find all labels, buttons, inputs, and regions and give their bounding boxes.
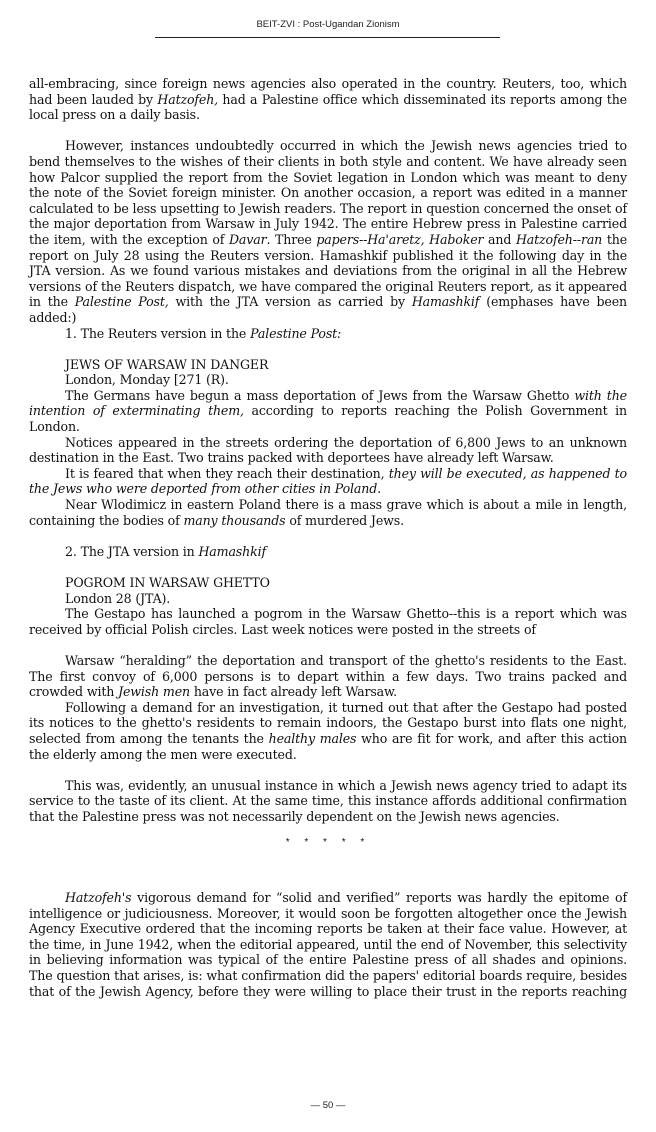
spacer (29, 637, 627, 653)
section-separator: * * * * * (285, 836, 371, 848)
text: and (483, 231, 516, 247)
header-rule (155, 37, 500, 38)
reuters-paragraph (29, 466, 627, 497)
text: The Germans have begun a mass deportation of Jews from the Warsaw Ghetto (65, 387, 575, 403)
text: . (377, 481, 382, 497)
italic-text: Hamashkif (411, 294, 480, 310)
text: Near Wlodimicz in eastern Poland there is a mass grave which is about a mile in length, containing the bodies of (29, 497, 627, 528)
jta-paragraph (29, 700, 627, 762)
jta-dateline: London 28 (JTA). (65, 590, 171, 606)
running-header: BEIT-ZVI : Post-Ugandan Zionism (256, 19, 400, 30)
text: Following a demand for an investigation, it turned out that after the Gestapo had posted its notices to the ghetto's residents to remain indoors, the Gestapo burst into flats one night, selected from among the tenants the (29, 699, 627, 746)
jta-headline: POGROM IN WARSAW GHETTO (65, 575, 270, 590)
italic-text: with the intention of exterminating them, (29, 387, 627, 419)
text: of murdered Jews. (285, 512, 404, 528)
italic-text: Palestine Post: (250, 325, 342, 341)
list-item-1 (29, 326, 627, 342)
text: have in fact already left Warsaw. (189, 684, 398, 700)
text: (emphases have been added:) (29, 294, 627, 325)
italic-text: papers--Ha'aretz, Haboker (316, 231, 484, 247)
italic-text: Palestine Post, (74, 294, 169, 310)
reuters-paragraph (29, 497, 627, 528)
text: . Three (266, 231, 317, 247)
reuters-paragraph (29, 388, 627, 435)
spacer (29, 528, 627, 544)
italic-text: they will be executed, as happened to the Jews who were deported from other cities in Poland (29, 465, 627, 497)
reuters-headline: JEWS OF WARSAW IN DANGER (65, 356, 269, 372)
reuters-paragraph: Notices appeared in the streets ordering the deportation of 6,800 Jews to an unknown destination in the East. Two trains packed with deportees have already left Warsaw. (29, 434, 627, 466)
text: Warsaw “heralding” the deportation and transport of the ghetto's residents to the East. The first convoy of 6,000 persons is to depart within a few days. Two trains packed and crowded with (29, 652, 627, 700)
italic-text: Jewish men (118, 684, 190, 700)
spacer (29, 875, 627, 891)
spacer (29, 123, 627, 139)
text: the report on July 28 using the Reuters version. Hamashkif published it the following day in the JTA version. As we found various mistakes and deviations from the original in all the Hebrew versions of the Reuters dispatch, we have compared the original Reuters report, as it appeared in the (29, 231, 627, 310)
text: 2. The JTA version in (65, 543, 199, 559)
paragraph-2 (29, 138, 627, 325)
text: However, instances undoubtedly occurred in which the Jewish news agencies tried to bend themselves to the wishes of their clients in both style and content. We have already seen how Palcor supplied the report from the Soviet legation in London which was meant to deny the note of the Soviet foreign minister. On another occasion, a report was edited in a manner calculated to be less upsetting to Jewish readers. The report in question concerned the onset of the major deportation from Warsaw in July 1942. The entire Hebrew press in Palestine carried the item, with the exception of (29, 138, 627, 247)
text: It is feared that when they reach their destination, (65, 465, 389, 481)
spacer (29, 559, 627, 575)
reuters-dateline: London, Monday [271 (R). (65, 372, 229, 388)
text: vigorous demand for “solid and verified” reports was hardly the epitome of intelligence or judiciousness. Moreover, it would soon be forgotten altogether once the Jewish Agency Executive ordered that the incoming reports be taken at their face value. However, at the time, in June 1942, when the editorial appeared, until the end of November, this selectivity in believing information was typical of the entire Palestine press of all shades and opinions. The question that arises, is: what confirmation did the papers' editorial boards require, besides that of the Jewish Agency, before they were willing to place their trust in the reports reaching (29, 890, 627, 999)
paragraph-1 (29, 76, 627, 123)
jta-paragraph: The Gestapo has launched a pogrom in the Warsaw Ghetto--this is a report which was received by official Polish circles. Last week notices were posted in the streets of (29, 606, 627, 637)
text: according to reports reaching the Polish Government in London. (29, 403, 627, 435)
text: all-embracing, since foreign news agencies also operated in the country. Reuters, too, which had been lauded by (29, 76, 627, 107)
paragraph-3: This was, evidently, an unusual instance in which a Jewish news agency tried to adapt its service to the taste of its client. At the same time, this instance affords additional confirmation that the Palestine press was not necessarily dependent on the Jewish news agencies. (29, 777, 627, 824)
italic-text: Hatzofeh--ran (515, 231, 603, 247)
paragraph-4 (29, 890, 627, 999)
italic-text: healthy males (268, 730, 357, 746)
italic-text: Hatzofeh, (157, 91, 219, 107)
text: had a Palestine office which disseminated its reports among the local press on a daily basis. (29, 91, 627, 123)
text: with the JTA version as carried by (168, 294, 412, 310)
jta-paragraph (29, 653, 627, 700)
text: 1. The Reuters version in the (65, 325, 251, 341)
page-body (29, 76, 627, 999)
italic-text: Davar (228, 231, 267, 247)
italic-text: Hamashkif (198, 543, 266, 559)
page-number: — 50 — (310, 1100, 346, 1111)
text: who are fit for work, and after this action the elderly among the men were executed. (29, 730, 627, 762)
italic-text: Hatzofeh's (65, 890, 132, 906)
list-item-2 (29, 544, 627, 560)
spacer (29, 341, 627, 357)
spacer (29, 762, 627, 778)
italic-text: many thousands (183, 512, 286, 528)
